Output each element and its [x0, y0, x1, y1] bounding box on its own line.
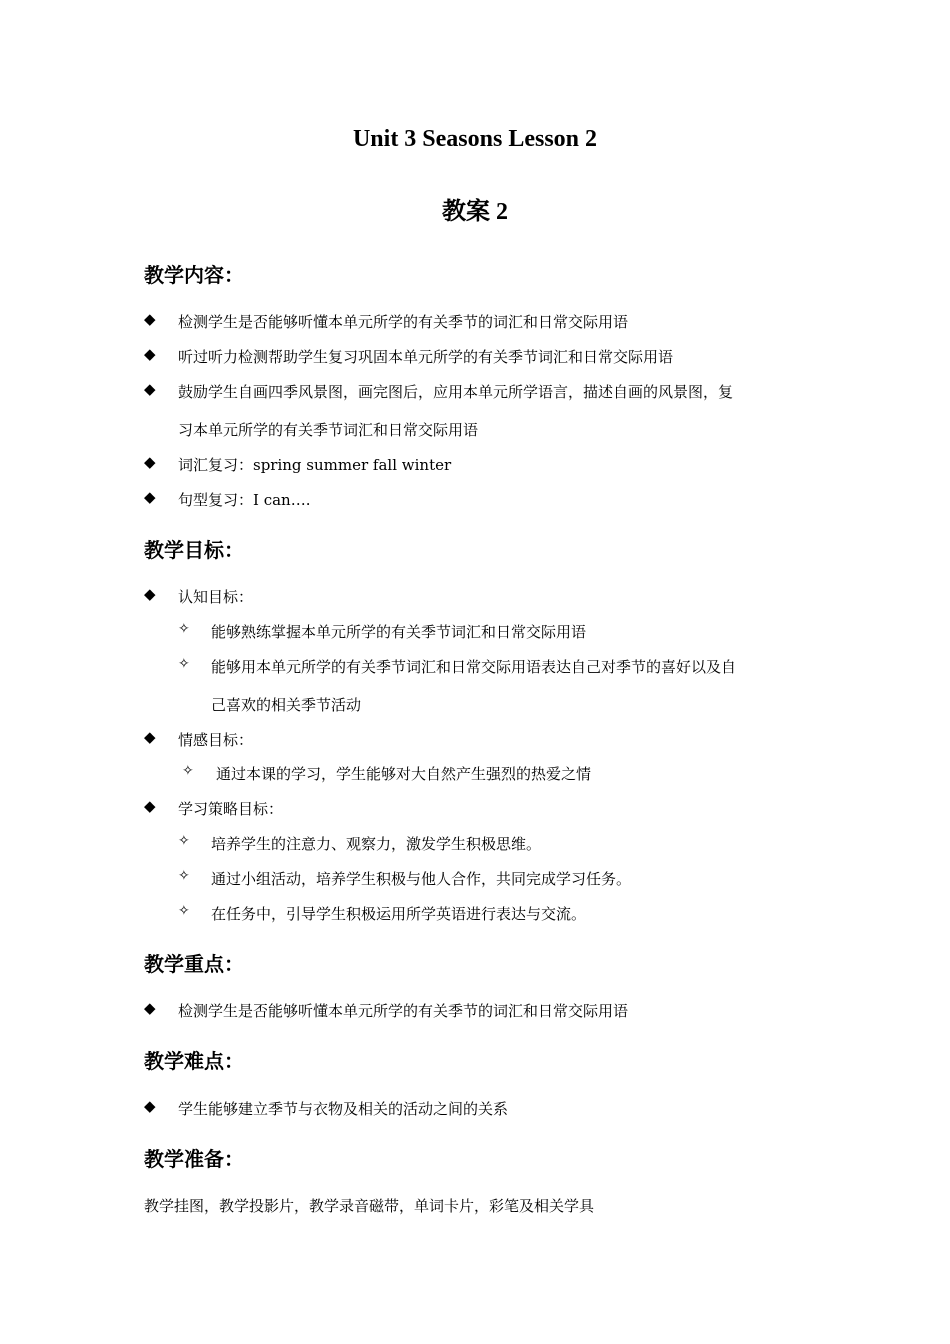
goal-item: 通过小组活动，培养学生积极与他人合作，共同完成学习任务。 [211, 870, 632, 888]
section-heading-content: 教学内容： [144, 263, 244, 287]
content-item: 检测学生是否能够听懂本单元所学的有关季节的词汇和日常交际用语 [178, 313, 629, 331]
bullet-diamond: ◆ [144, 380, 156, 398]
bullet-diamond: ◆ [144, 453, 156, 471]
bullet-star: ✧ [178, 903, 190, 919]
section-heading-goals: 教学目标： [144, 538, 244, 562]
bullet-diamond: ◆ [144, 345, 156, 363]
document-title: Unit 3 Seasons Lesson 2 [352, 126, 598, 152]
bullet-diamond: ◆ [144, 1097, 156, 1115]
goal-label-cognitive: 认知目标： [178, 588, 254, 606]
section-heading-preparation: 教学准备： [144, 1147, 244, 1171]
content-item: 鼓励学生自画四季风景图，画完图后，应用本单元所学语言，描述自画的风景图，复 [178, 383, 734, 401]
goal-label-emotional: 情感目标： [178, 731, 254, 749]
bullet-diamond: ◆ [144, 797, 156, 815]
content-item: 词汇复习：spring summer fall winter [178, 456, 452, 474]
bullet-star: ✧ [182, 763, 194, 779]
content-item: 听过听力检测帮助学生复习巩固本单元所学的有关季节词汇和日常交际用语 [178, 348, 674, 366]
goal-item: 能够熟练掌握本单元所学的有关季节词汇和日常交际用语 [211, 623, 587, 641]
bullet-star: ✧ [178, 656, 190, 672]
key-point-item: 检测学生是否能够听懂本单元所学的有关季节的词汇和日常交际用语 [178, 1002, 629, 1020]
goal-item-continued: 己喜欢的相关季节活动 [211, 696, 362, 714]
goal-item: 通过本课的学习，学生能够对大自然产生强烈的热爱之情 [216, 765, 592, 783]
section-heading-key-points: 教学重点： [144, 952, 244, 976]
bullet-diamond: ◆ [144, 999, 156, 1017]
section-heading-difficulties: 教学难点： [144, 1049, 244, 1073]
goal-item: 在任务中，引导学生积极运用所学英语进行表达与交流。 [211, 905, 587, 923]
goal-label-strategy: 学习策略目标： [178, 800, 284, 818]
preparation-text: 教学挂图，教学投影片，教学录音磁带，单词卡片，彩笔及相关学具 [144, 1197, 595, 1215]
goal-item: 能够用本单元所学的有关季节词汇和日常交际用语表达自己对季节的喜好以及自 [211, 658, 737, 676]
bullet-diamond: ◆ [144, 585, 156, 603]
bullet-star: ✧ [178, 621, 190, 637]
goal-item: 培养学生的注意力、观察力，激发学生积极思维。 [211, 835, 542, 853]
difficulty-item: 学生能够建立季节与衣物及相关的活动之间的关系 [178, 1100, 509, 1118]
document-subtitle: 教案 2 [442, 199, 508, 225]
bullet-star: ✧ [178, 868, 190, 884]
bullet-diamond: ◆ [144, 310, 156, 328]
bullet-diamond: ◆ [144, 488, 156, 506]
bullet-diamond: ◆ [144, 728, 156, 746]
content-item-continued: 习本单元所学的有关季节词汇和日常交际用语 [178, 421, 479, 439]
content-item: 句型复习：I can…. [178, 491, 311, 509]
bullet-star: ✧ [178, 833, 190, 849]
